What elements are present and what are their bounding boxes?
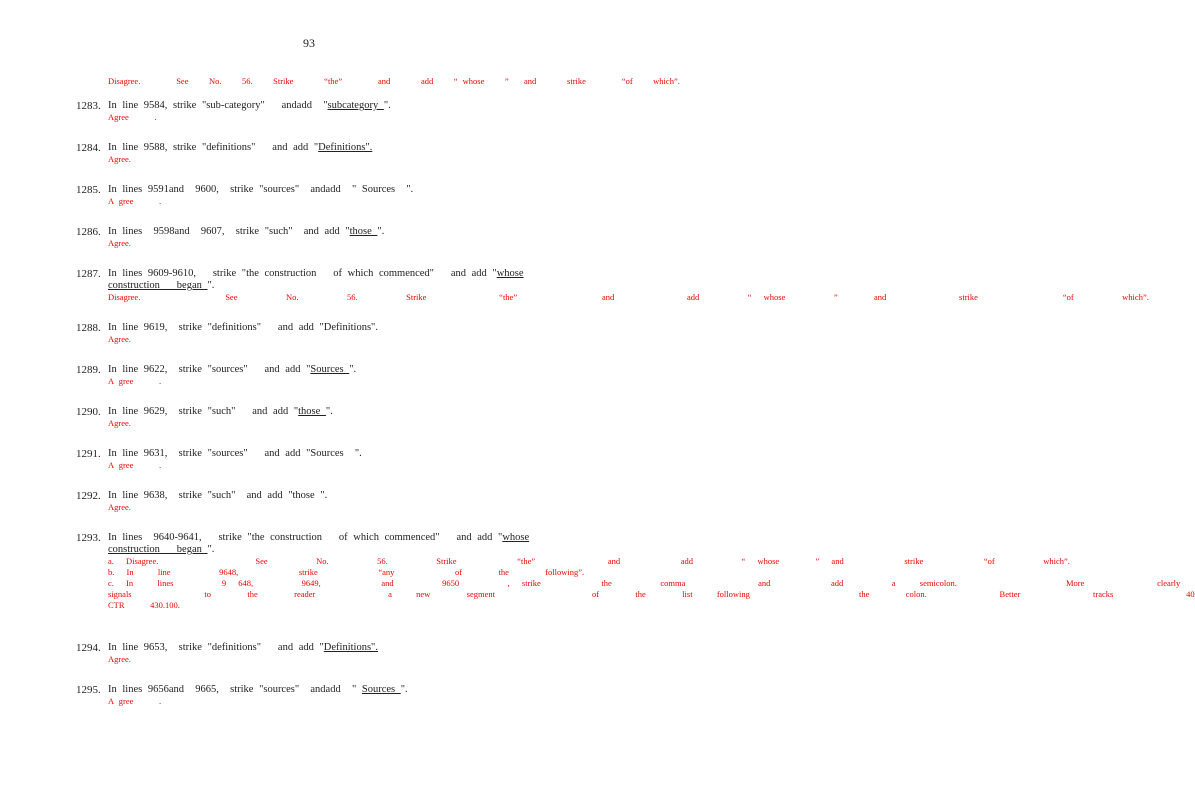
underlined-insertion: Definitions".	[323, 642, 378, 653]
review-comment: Agree.	[108, 418, 131, 428]
instruction-text: In lines 9609-9610, strike "the construction of which commenced" and add "	[108, 268, 497, 279]
instruction-line	[108, 184, 546, 196]
instruction-line	[108, 490, 546, 502]
review-comment: Agree.	[108, 334, 131, 344]
amendment-item	[76, 642, 546, 665]
instruction-text: In lines 9656and 9665, strike "sources" andadd "	[108, 684, 362, 695]
underlined-insertion: construction began	[108, 280, 208, 291]
amendment-item	[76, 684, 546, 707]
amendment-item	[76, 142, 546, 165]
instruction-line	[108, 322, 546, 334]
underlined-insertion: those	[298, 406, 326, 417]
item-number: 1291.	[76, 448, 101, 460]
instruction-text: In lines 9640-9641, strike "the construction of which commenced" and add "	[108, 532, 503, 543]
amendment-item	[76, 322, 546, 345]
underlined-insertion: Sources	[310, 364, 350, 375]
amendment-item	[76, 490, 546, 513]
review-comment: CTR 430.100.	[108, 600, 180, 610]
instruction-line	[108, 280, 546, 292]
underlined-insertion: whose	[496, 268, 524, 279]
instruction-text-end: ".	[400, 684, 408, 695]
review-comment: A gree .	[108, 696, 162, 706]
comment-line: Disagree. See No. 56. Strike “the” and add “ whose ” and strike “of which”.	[108, 76, 680, 86]
review-comment: Agree.	[108, 654, 131, 664]
instruction-line	[108, 364, 546, 376]
instruction-line	[108, 226, 546, 238]
item-number: 1286.	[76, 226, 101, 238]
instruction-text: In line 9622, strike "sources" and add "	[108, 364, 311, 375]
amendment-item	[76, 406, 546, 429]
item-number: 1287.	[76, 268, 101, 280]
item-number: 1288.	[76, 322, 101, 334]
amendment-item	[76, 226, 546, 249]
instruction-text: In line 9653, strike "definitions" and add "	[108, 642, 324, 653]
item-number: 1292.	[76, 490, 101, 502]
instruction-line	[108, 100, 546, 112]
item-number: 1289.	[76, 364, 101, 376]
underlined-insertion: Sources	[361, 684, 401, 695]
underlined-insertion: Definitions".	[318, 142, 373, 153]
instruction-line	[108, 532, 546, 544]
instruction-line	[108, 642, 546, 654]
instruction-line	[108, 448, 546, 460]
instruction-line	[108, 544, 546, 556]
review-comment: Agree.	[108, 154, 131, 164]
instruction-text: In lines 9591and 9600, strike "sources" andadd " Sources ".	[108, 184, 414, 195]
instruction-text-end: ".	[207, 544, 215, 555]
item-number: 1293.	[76, 532, 101, 544]
instruction-text: In line 9629, strike "such" and add "	[108, 406, 299, 417]
instruction-line	[108, 142, 546, 154]
instruction-line	[108, 268, 546, 280]
instruction-text-end: ".	[207, 280, 215, 291]
item-number: 1284.	[76, 142, 101, 154]
item-number: 1295.	[76, 684, 101, 696]
instruction-line	[108, 406, 546, 418]
review-comment: signals to the reader a new segment of the list following the colon. Better tracks 40	[108, 589, 1195, 599]
instruction-text: In line 9638, strike "such" and add "those ".	[108, 490, 328, 501]
amendment-item	[76, 448, 546, 471]
amendment-item	[76, 100, 546, 123]
top-comment-block	[76, 76, 680, 87]
amendment-item	[76, 532, 1195, 611]
amendment-item	[76, 184, 546, 207]
instruction-text: In line 9631, strike "sources" and add "Sources ".	[108, 448, 362, 459]
instruction-text: In line 9588, strike "definitions" and add "	[108, 142, 319, 153]
instruction-line	[108, 684, 546, 696]
review-comment: b. In line 9648, strike “any of the following”.	[108, 567, 585, 577]
page-number: 93	[303, 36, 315, 50]
instruction-text: In lines 9598and 9607, strike "such" and add "	[108, 226, 350, 237]
item-number: 1285.	[76, 184, 101, 196]
underlined-insertion: those	[349, 226, 378, 237]
review-comment: Agree.	[108, 502, 131, 512]
review-comment: Agree .	[108, 112, 157, 122]
review-comment: A gree .	[108, 196, 162, 206]
instruction-text-end: ".	[383, 100, 391, 111]
instruction-text-end: ".	[377, 226, 385, 237]
underlined-insertion: construction began	[108, 544, 208, 555]
underlined-insertion: whose	[502, 532, 530, 543]
instruction-text: In line 9619, strike "definitions" and add "Definitions".	[108, 322, 378, 333]
review-comment: c. In lines 9 648, 9649, and 9650 , strike the comma and add a semicolon. More clearly	[108, 578, 1181, 588]
review-comment: Disagree. See No. 56. Strike “the” and add “ whose ” and strike “of which”.	[108, 292, 1149, 302]
underlined-insertion: subcategory	[327, 100, 384, 111]
review-comment: a. Disagree. See No. 56. Strike “the” and add “ whose ” and strike “of which”.	[108, 556, 1070, 566]
item-number: 1290.	[76, 406, 101, 418]
instruction-text-end: ".	[325, 406, 333, 417]
instruction-text: In line 9584, strike "sub-category" andadd "	[108, 100, 328, 111]
amendment-item	[76, 268, 1149, 303]
item-number: 1294.	[76, 642, 101, 654]
review-comment: Agree.	[108, 238, 131, 248]
instruction-text-end: ".	[349, 364, 357, 375]
amendment-item	[76, 364, 546, 387]
item-number: 1283.	[76, 100, 101, 112]
review-comment: A gree .	[108, 460, 162, 470]
review-comment: A gree .	[108, 376, 162, 386]
